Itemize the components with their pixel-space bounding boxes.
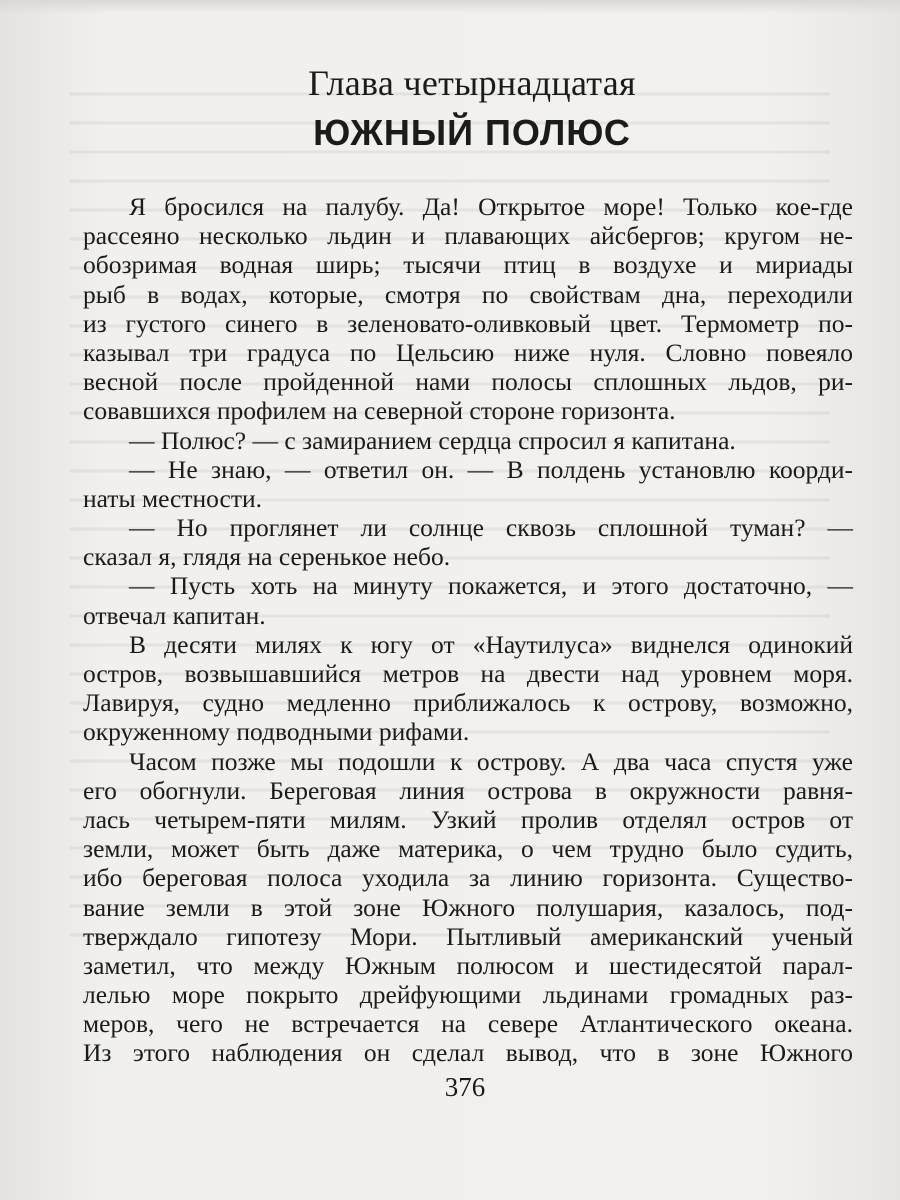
text-line: наты местности. [83, 483, 263, 513]
text-line: — Полюс? — с замиранием сердца спросил я капитана. [129, 425, 736, 455]
text-line: рассеяно несколько льдин и плавающих айсбергов; кругом не- [83, 221, 853, 251]
text-line: земли, может быть даже материка, о чем трудно было судить, [83, 834, 853, 864]
text-line: из густого синего в зеленовато-оливковый цвет. Термометр по- [83, 308, 853, 338]
text-line: лелью море покрыто дрейфующими льдинами громадных раз- [83, 980, 853, 1010]
text-line: Часом позже мы подошли к острову. А два часа спустя уже [129, 746, 853, 776]
text-line: Лавируя, судно медленно приближалось к острову, возможно, [83, 688, 853, 718]
text-line: — Но проглянет ли солнце сквозь сплошной туман? — [129, 513, 853, 543]
body-text [83, 192, 853, 1068]
text-line: лась четырем-пяти милям. Узкий пролив отделял остров от [83, 804, 853, 834]
text-line: обозримая водная ширь; тысячи птиц в воздухе и мириады [83, 250, 853, 280]
text-line: рыб в водах, которые, смотря по свойствам дна, переходили [83, 279, 853, 309]
text-line: тверждало гипотезу Мори. Пытливый американский ученый [83, 921, 853, 951]
text-line: ибо береговая полоса уходила за линию горизонта. Существо- [83, 863, 853, 893]
text-line: Я бросился на палубу. Да! Открытое море! Только кое-где [129, 192, 853, 221]
text-line: весной после пройденной нами полосы сплошных льдов, ри- [83, 367, 853, 397]
text-line: отвечал капитан. [83, 600, 266, 630]
text-line: окруженному подводными рифами. [83, 717, 470, 747]
text-line: В десяти милях к югу от «Наутилуса» виднелся одинокий [129, 629, 853, 659]
text-line: его обогнули. Береговая линия острова в окружности равня- [83, 775, 853, 805]
text-line: — Пусть хоть на минуту покажется, и этого достаточно, — [129, 571, 853, 601]
text-line: вание земли в этой зоне Южного полушария, казалось, под- [83, 892, 853, 922]
text-line: совавшихся профилем на северной стороне горизонта. [83, 396, 676, 426]
chapter-title: ЮЖНЫЙ ПОЛЮС [313, 112, 631, 153]
text-line: казывал три градуса по Цельсию ниже нуля. Словно повеяло [83, 337, 853, 367]
text-line: остров, возвышавшийся метров на двести над уровнем моря. [83, 659, 853, 688]
text-line: Из этого наблюдения он сделал вывод, что в зоне Южного [83, 1038, 853, 1068]
text-line: сказал я, глядя на серенькое небо. [83, 542, 451, 572]
page-number: 376 [444, 1072, 486, 1102]
chapter-number-heading: Глава четырнадцатая [308, 63, 636, 103]
text-line: меров, чего не встречается на севере Атлантического океана. [83, 1009, 853, 1039]
page-top-shadow [0, 0, 900, 14]
text-line: — Не знаю, — ответил он. — В полдень установлю коорди- [129, 454, 853, 484]
text-line: заметил, что между Южным полюсом и шестидесятой парал- [83, 950, 853, 980]
